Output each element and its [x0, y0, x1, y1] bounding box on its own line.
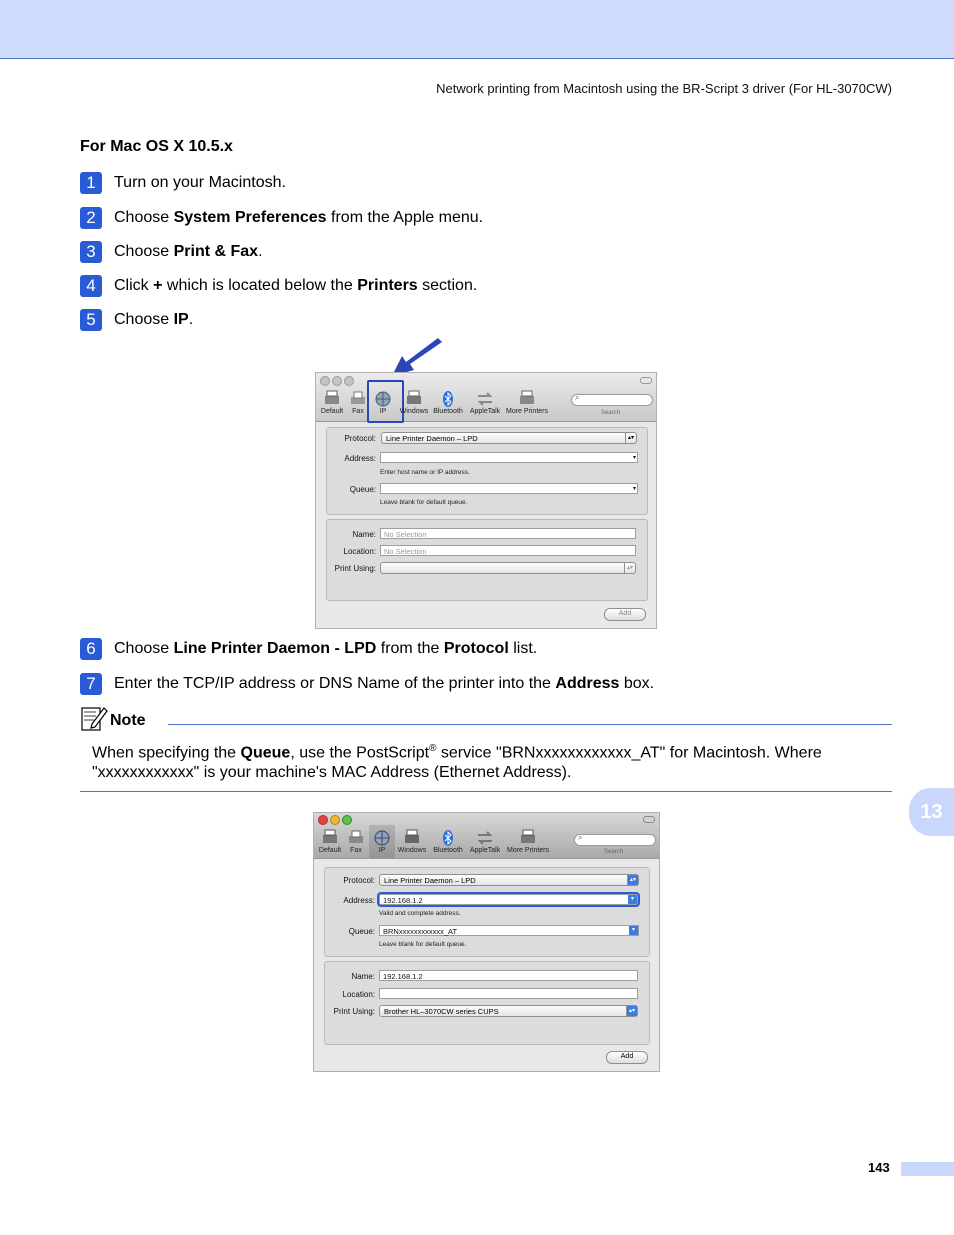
step-text: Choose — [114, 311, 174, 328]
step-text: Turn on your Macintosh. — [114, 174, 286, 191]
chapter-tab: 13 — [909, 788, 954, 836]
printer-icon — [404, 390, 424, 408]
page-number: 143 — [868, 1160, 890, 1175]
step-number-badge: 1 — [80, 172, 102, 194]
zoom-window-button[interactable] — [344, 376, 354, 386]
note-pencil-icon — [80, 704, 108, 732]
bluetooth-icon — [438, 390, 458, 408]
note-text: When specifying the — [92, 744, 241, 762]
step-text: Click — [114, 277, 154, 294]
step-number-badge: 6 — [80, 638, 102, 660]
toolbar-windows[interactable] — [396, 390, 432, 415]
queue-hint: Leave blank for default queue. — [379, 941, 467, 948]
registered-mark: ® — [429, 743, 437, 754]
dropdown-arrow-icon[interactable]: ▾ — [629, 926, 638, 935]
name-field[interactable]: 192.168.1.2 — [379, 970, 638, 981]
step-text: . — [258, 243, 263, 260]
name-label: Name: — [351, 972, 375, 981]
protocol-popup[interactable] — [379, 874, 639, 886]
queue-field[interactable] — [380, 483, 638, 494]
step-bold-text: Line Printer Daemon - LPD — [173, 640, 377, 657]
print-using-popup[interactable] — [379, 1005, 638, 1017]
protocol-label: Protocol: — [343, 876, 375, 885]
window-toolbar — [314, 813, 659, 859]
queue-field[interactable] — [379, 925, 639, 936]
address-hint: Valid and complete address. — [379, 910, 461, 917]
close-window-button[interactable] — [320, 376, 330, 386]
step-bold-text: Protocol — [443, 640, 509, 657]
protocol-label: Protocol: — [344, 434, 376, 443]
window-toolbar — [316, 373, 656, 422]
note-bold-text: Queue — [240, 744, 291, 762]
search-icon: ⌕ — [575, 393, 580, 402]
toolbar-label: Default — [320, 408, 344, 415]
search-icon: ⌕ — [578, 833, 583, 842]
step-4 — [80, 275, 477, 297]
step-text: box. — [619, 675, 655, 692]
step-3 — [80, 241, 263, 263]
toolbar-label: Windows — [397, 847, 427, 854]
toolbar-bluetooth[interactable] — [430, 829, 466, 854]
step-bold-text: Printers — [357, 277, 418, 294]
toolbar-label: Bluetooth — [433, 847, 463, 854]
appletalk-icon — [475, 390, 495, 408]
step-6 — [80, 638, 537, 660]
step-text: . — [188, 311, 194, 328]
running-header: Network printing from Macintosh using the BR-Script 3 driver (For HL-3070CW) — [436, 81, 892, 96]
address-label: Address: — [343, 896, 375, 905]
toolbar-label: Fax — [350, 847, 362, 854]
printer-icon — [402, 829, 422, 847]
stepper-arrows-icon: ▴▾ — [624, 563, 635, 573]
toolbar-label: More Printers — [505, 408, 548, 415]
toolbar-label: Default — [318, 847, 342, 854]
toolbar-toggle-button[interactable] — [643, 816, 655, 823]
step-bold-text: Address — [555, 675, 620, 692]
step-text: section. — [417, 277, 478, 294]
note-text: , use the PostScript — [290, 744, 430, 762]
print-using-value: Brother HL–3070CW series CUPS — [384, 1007, 499, 1016]
stepper-arrows-icon: ▴▾ — [626, 1006, 637, 1016]
toolbar-bluetooth[interactable] — [430, 390, 466, 415]
step-bold-text: IP — [173, 311, 189, 328]
add-button[interactable]: Add — [606, 1051, 648, 1064]
address-value: 192.168.1.2 — [383, 896, 423, 905]
address-field[interactable] — [380, 452, 638, 463]
printer-icon — [517, 390, 537, 408]
queue-hint: Leave blank for default queue. — [380, 499, 468, 506]
minimize-window-button[interactable] — [332, 376, 342, 386]
location-label: Location: — [342, 990, 375, 999]
step-2 — [80, 207, 483, 229]
step-bold-text: + — [153, 277, 163, 294]
location-label: Location: — [343, 547, 376, 556]
dropdown-arrow-icon[interactable]: ▾ — [632, 486, 636, 492]
toolbar-label: AppleTalk — [469, 847, 501, 854]
step-bold-text: Print & Fax — [173, 243, 259, 260]
search-label: Search — [604, 849, 624, 855]
queue-value: BRNxxxxxxxxxxxx_AT — [383, 927, 458, 936]
add-button[interactable]: Add — [604, 608, 646, 621]
step-text: from the Apple menu. — [326, 209, 484, 226]
toolbar-label: IP — [379, 408, 387, 415]
stepper-arrows-icon: ▴▾ — [627, 875, 638, 885]
section-title: For Mac OS X 10.5.x — [80, 138, 233, 155]
queue-label: Queue: — [349, 485, 376, 494]
toolbar-label: Fax — [352, 408, 364, 415]
queue-label: Queue: — [348, 927, 375, 936]
page-number-bar — [901, 1162, 954, 1176]
add-printer-window-2 — [313, 812, 660, 1072]
toolbar-label: AppleTalk — [469, 408, 501, 415]
note-header — [80, 704, 892, 734]
globe-icon — [372, 829, 392, 847]
step-number-badge: 2 — [80, 207, 102, 229]
dropdown-arrow-icon[interactable]: ▾ — [632, 455, 636, 461]
printer-icon — [322, 390, 342, 408]
note-label: Note — [110, 712, 146, 729]
protocol-value: Line Printer Daemon – LPD — [384, 876, 476, 885]
printer-icon — [320, 829, 340, 847]
toolbar-label: More Printers — [506, 847, 549, 854]
step-number-badge: 7 — [80, 673, 102, 695]
toolbar-toggle-button[interactable] — [640, 377, 652, 384]
step-number-badge: 4 — [80, 275, 102, 297]
close-window-button[interactable] — [318, 815, 328, 825]
step-bold-text: System Preferences — [173, 209, 327, 226]
print-using-popup[interactable] — [380, 562, 636, 574]
step-number-badge: 3 — [80, 241, 102, 263]
toolbar-label: Bluetooth — [433, 408, 463, 415]
bluetooth-icon — [438, 829, 458, 847]
step-7 — [80, 673, 654, 695]
note-body — [92, 739, 892, 783]
dropdown-arrow-icon[interactable]: ▾ — [628, 895, 637, 904]
search-input[interactable] — [574, 834, 656, 846]
note-text: service "BRNxxxxxxxxxxxx_AT" for Macintosh. Where "xxxxxxxxxxxx" is your machine's MAC Address (Ethernet Address). — [92, 744, 822, 782]
step-text: Choose — [114, 209, 174, 226]
zoom-window-button[interactable] — [342, 815, 352, 825]
step-number-badge: 5 — [80, 309, 102, 331]
printer-icon — [518, 829, 538, 847]
fax-icon — [346, 829, 366, 847]
top-color-band — [0, 0, 954, 59]
step-text: Choose — [114, 243, 174, 260]
toolbar-label: IP — [378, 847, 386, 854]
stepper-arrows-icon: ▴▾ — [625, 433, 636, 443]
print-using-label: Print Using: — [334, 564, 376, 573]
step-text: from the — [376, 640, 444, 657]
protocol-popup[interactable] — [381, 432, 637, 444]
step-text: Choose — [114, 640, 174, 657]
note-divider — [168, 724, 892, 725]
toolbar-appletalk[interactable] — [467, 829, 503, 854]
appletalk-icon — [475, 829, 495, 847]
search-label: Search — [601, 410, 621, 416]
step-5 — [80, 309, 193, 331]
toolbar-appletalk[interactable] — [467, 390, 503, 415]
address-label: Address: — [344, 454, 376, 463]
step-text: list. — [508, 640, 538, 657]
name-label: Name: — [352, 530, 376, 539]
step-text: which is located below the — [162, 277, 358, 294]
step-1 — [80, 172, 286, 194]
step-text: Enter the TCP/IP address or DNS Name of the printer into the — [114, 675, 556, 692]
minimize-window-button[interactable] — [330, 815, 340, 825]
address-field[interactable] — [379, 894, 638, 905]
toolbar-windows[interactable] — [394, 829, 430, 854]
location-field[interactable] — [379, 988, 638, 999]
search-input[interactable] — [571, 394, 653, 406]
toolbar-label: Windows — [399, 408, 429, 415]
toolbar-more-printers[interactable] — [504, 829, 552, 854]
location-field[interactable]: No Selection — [380, 545, 636, 556]
protocol-value: Line Printer Daemon – LPD — [386, 434, 478, 443]
toolbar-more-printers[interactable] — [503, 390, 551, 415]
name-field[interactable]: No Selection — [380, 528, 636, 539]
add-printer-window-1 — [315, 372, 657, 629]
print-using-label: Print Using: — [333, 1007, 375, 1016]
note-bottom-divider — [80, 791, 892, 792]
address-hint: Enter host name or IP address. — [380, 469, 470, 476]
